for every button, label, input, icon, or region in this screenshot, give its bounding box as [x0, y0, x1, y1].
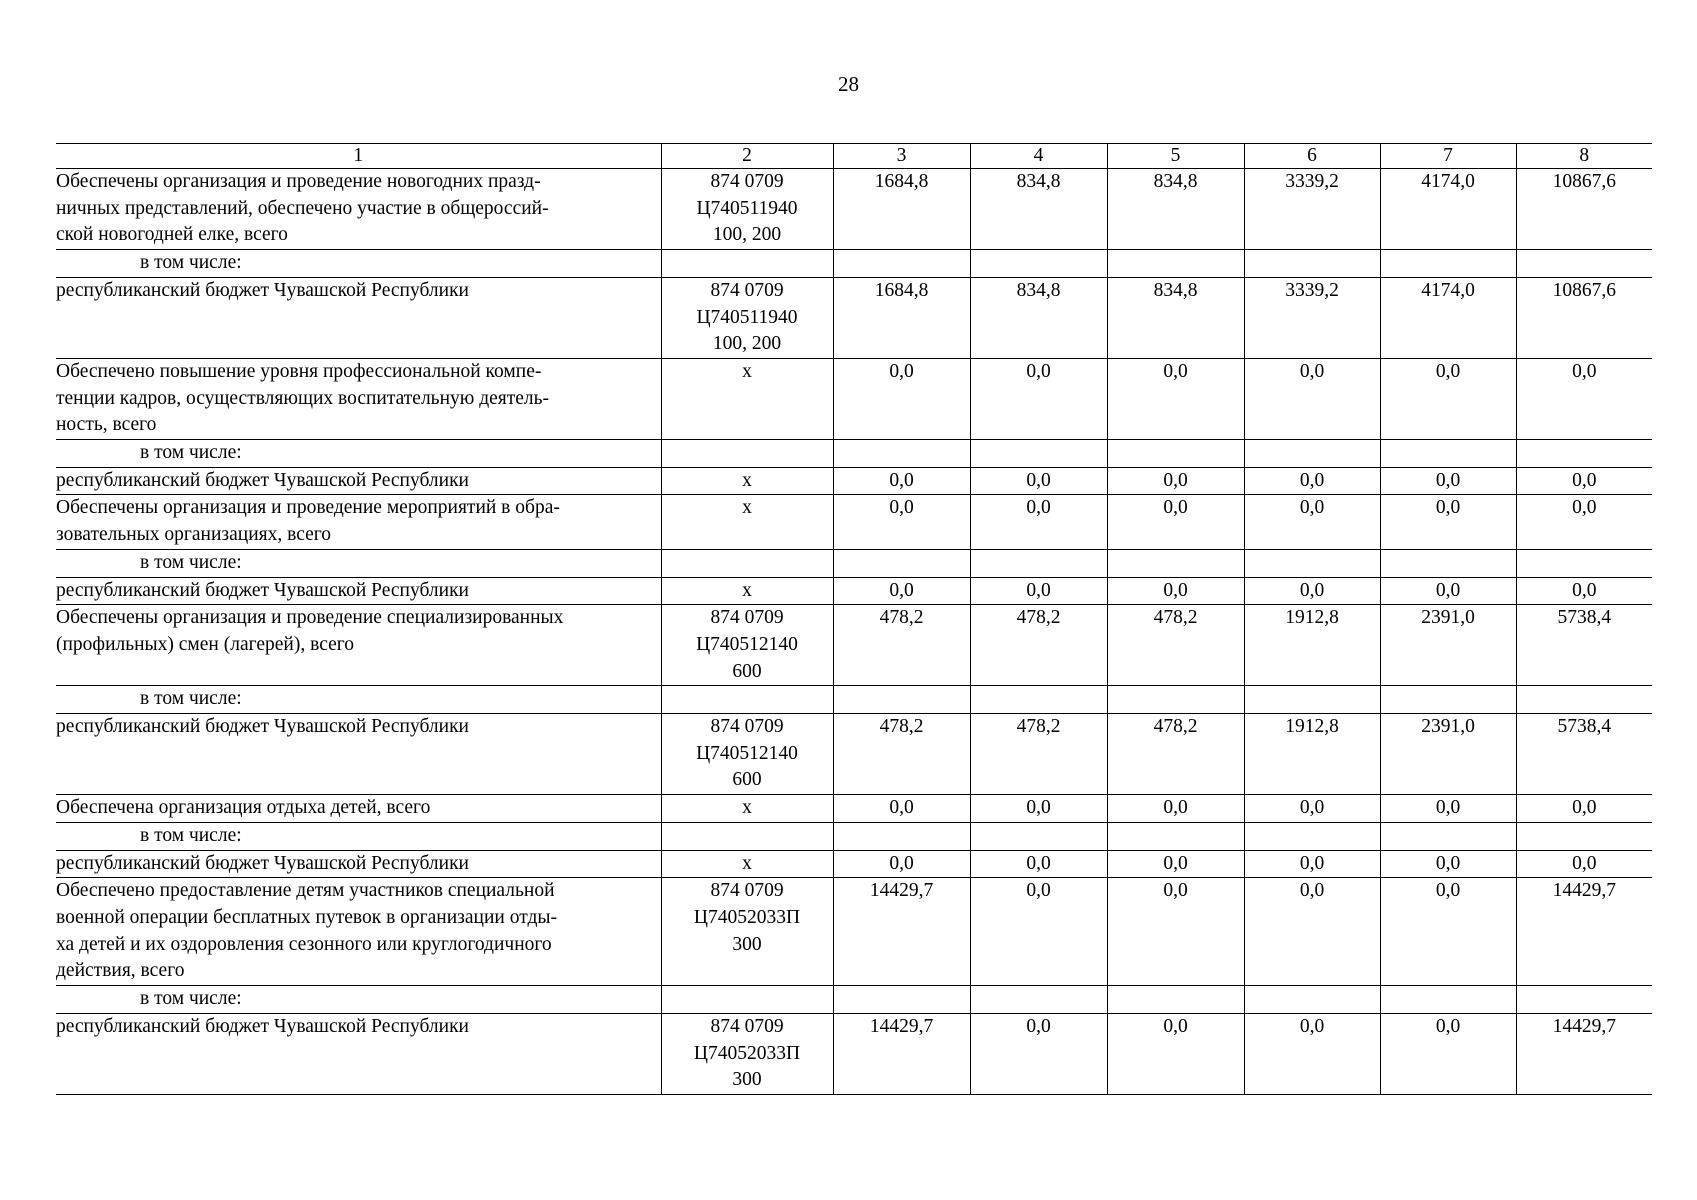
- value-cell: [833, 822, 970, 850]
- value-cell: [1244, 822, 1380, 850]
- code-line: Ц74052033П: [693, 1042, 801, 1064]
- code-line: х: [742, 797, 752, 819]
- code-line: 874 0709: [710, 880, 784, 902]
- value-cell: [1244, 986, 1380, 1014]
- value-cell: [1244, 440, 1380, 468]
- code-line: 100, 200: [712, 333, 782, 355]
- value-cell: 0,0: [1107, 467, 1244, 495]
- row-description: [56, 358, 661, 439]
- table-row-budget: [56, 467, 1652, 495]
- value-cell: [833, 440, 970, 468]
- budget-code: [661, 169, 833, 250]
- code-line: 874 0709: [710, 607, 784, 629]
- value-cell: 0,0: [970, 878, 1107, 986]
- description-line: тенции кадров, осуществляющих воспитательную деятель-: [56, 387, 550, 409]
- value-cell: [833, 549, 970, 577]
- value-cell: [1107, 822, 1244, 850]
- description-line: Обеспечено предоставление детям участников специальной: [56, 880, 555, 902]
- description-line: республиканский бюджет Чувашской Республики: [56, 852, 469, 874]
- column-number: 3: [833, 144, 970, 169]
- column-number: 2: [661, 144, 833, 169]
- column-number: 6: [1244, 144, 1380, 169]
- value-cell: 478,2: [833, 605, 970, 686]
- description-line: республиканский бюджет Чувашской Республики: [56, 1015, 469, 1037]
- value-cell: 834,8: [1107, 169, 1244, 250]
- row-description: [56, 467, 661, 495]
- value-cell: 14429,7: [1516, 878, 1652, 986]
- value-cell: [1107, 250, 1244, 278]
- column-number: 7: [1380, 144, 1516, 169]
- code-line: 874 0709: [710, 1015, 784, 1037]
- value-cell: 0,0: [1107, 878, 1244, 986]
- value-cell: 0,0: [970, 495, 1107, 549]
- value-cell: 834,8: [970, 169, 1107, 250]
- value-cell: 0,0: [1380, 1013, 1516, 1094]
- table-row-budget: [56, 714, 1652, 795]
- column-number-row: [56, 144, 1652, 169]
- code-line: 300: [732, 1069, 762, 1091]
- description-line: Обеспечены организация и проведение новогодних празд-: [56, 171, 541, 192]
- budget-code: [661, 605, 833, 686]
- row-description: [56, 577, 661, 605]
- value-cell: 0,0: [1516, 358, 1652, 439]
- table-row-item: [56, 495, 1652, 549]
- table-row-subheader: [56, 986, 1652, 1014]
- table-row-item: [56, 358, 1652, 439]
- row-description: [56, 169, 661, 250]
- row-description: [56, 605, 661, 686]
- column-number: 1: [56, 144, 661, 169]
- value-cell: [833, 686, 970, 714]
- table-row-subheader: [56, 686, 1652, 714]
- code-line: 874 0709: [710, 279, 784, 301]
- value-cell: 0,0: [1380, 577, 1516, 605]
- table-body: [56, 169, 1652, 1095]
- value-cell: 0,0: [1107, 850, 1244, 878]
- description-line: зовательных организациях, всего: [56, 524, 332, 546]
- description-line: (профильных) смен (лагерей), всего: [56, 633, 355, 655]
- budget-code: [661, 358, 833, 439]
- row-description: [56, 878, 661, 986]
- value-cell: 478,2: [1107, 714, 1244, 795]
- value-cell: 0,0: [970, 577, 1107, 605]
- value-cell: 0,0: [1516, 850, 1652, 878]
- value-cell: 14429,7: [1516, 1013, 1652, 1094]
- budget-code: [661, 686, 833, 714]
- value-cell: 0,0: [1380, 467, 1516, 495]
- value-cell: 0,0: [833, 358, 970, 439]
- description-line: республиканский бюджет Чувашской Республики: [56, 579, 469, 601]
- value-cell: 5738,4: [1516, 714, 1652, 795]
- row-description: [56, 822, 661, 850]
- table-row-budget: [56, 1013, 1652, 1094]
- table-row-subheader: [56, 822, 1652, 850]
- value-cell: 0,0: [1244, 1013, 1380, 1094]
- budget-code: [661, 495, 833, 549]
- budget-code: [661, 277, 833, 358]
- description-line: в том числе:: [140, 824, 242, 846]
- value-cell: 0,0: [1107, 1013, 1244, 1094]
- value-cell: [1380, 549, 1516, 577]
- value-cell: [1107, 686, 1244, 714]
- row-description: [56, 495, 661, 549]
- description-line: в том числе:: [140, 442, 242, 464]
- value-cell: 1912,8: [1244, 714, 1380, 795]
- budget-code: [661, 577, 833, 605]
- code-line: Ц740512140: [696, 742, 798, 764]
- value-cell: 0,0: [1380, 495, 1516, 549]
- description-line: действия, всего: [56, 960, 185, 982]
- value-cell: [970, 986, 1107, 1014]
- table-row-item: [56, 878, 1652, 986]
- value-cell: 0,0: [1244, 358, 1380, 439]
- value-cell: [1380, 986, 1516, 1014]
- table-row-subheader: [56, 440, 1652, 468]
- page-number: 28: [838, 72, 859, 96]
- row-description: [56, 250, 661, 278]
- value-cell: 0,0: [970, 850, 1107, 878]
- value-cell: [1516, 440, 1652, 468]
- table-row-item: [56, 169, 1652, 250]
- value-cell: [833, 986, 970, 1014]
- value-cell: [1244, 686, 1380, 714]
- row-description: [56, 549, 661, 577]
- column-number: 5: [1107, 144, 1244, 169]
- budget-code: [661, 822, 833, 850]
- value-cell: [1516, 822, 1652, 850]
- value-cell: 0,0: [1516, 795, 1652, 823]
- budget-code: [661, 986, 833, 1014]
- description-line: Обеспечено повышение уровня профессиональной компе-: [56, 360, 542, 382]
- value-cell: 0,0: [1244, 495, 1380, 549]
- value-cell: [970, 686, 1107, 714]
- budget-code: [661, 467, 833, 495]
- code-line: 300: [732, 933, 762, 955]
- description-line: республиканский бюджет Чувашской Республики: [56, 469, 469, 491]
- value-cell: [970, 549, 1107, 577]
- value-cell: 4174,0: [1380, 277, 1516, 358]
- description-line: ха детей и их оздоровления сезонного или круглогодичного: [56, 933, 552, 955]
- value-cell: 478,2: [970, 605, 1107, 686]
- value-cell: [1244, 549, 1380, 577]
- value-cell: 0,0: [1244, 795, 1380, 823]
- table-row-item: [56, 795, 1652, 823]
- value-cell: 0,0: [970, 1013, 1107, 1094]
- value-cell: 10867,6: [1516, 169, 1652, 250]
- value-cell: [833, 250, 970, 278]
- value-cell: 5738,4: [1516, 605, 1652, 686]
- value-cell: 2391,0: [1380, 714, 1516, 795]
- value-cell: 834,8: [970, 277, 1107, 358]
- description-line: республиканский бюджет Чувашской Республики: [56, 279, 469, 301]
- value-cell: 0,0: [1516, 467, 1652, 495]
- code-line: х: [742, 497, 752, 519]
- description-line: Обеспечены организация и проведение мероприятий в обра-: [56, 497, 560, 519]
- value-cell: 0,0: [1107, 577, 1244, 605]
- row-description: [56, 277, 661, 358]
- code-line: х: [742, 469, 752, 491]
- value-cell: 4174,0: [1380, 169, 1516, 250]
- code-line: х: [742, 852, 752, 874]
- value-cell: 14429,7: [833, 1013, 970, 1094]
- value-cell: 834,8: [1107, 277, 1244, 358]
- value-cell: [970, 822, 1107, 850]
- value-cell: [1516, 250, 1652, 278]
- row-description: [56, 714, 661, 795]
- description-line: в том числе:: [140, 551, 242, 573]
- value-cell: 0,0: [1380, 850, 1516, 878]
- value-cell: 0,0: [1380, 358, 1516, 439]
- code-line: 600: [732, 769, 762, 791]
- value-cell: 478,2: [1107, 605, 1244, 686]
- code-line: 874 0709: [710, 171, 784, 192]
- table-row-item: [56, 605, 1652, 686]
- description-line: ность, всего: [56, 414, 157, 436]
- value-cell: [970, 440, 1107, 468]
- row-description: [56, 986, 661, 1014]
- budget-code: [661, 440, 833, 468]
- table-row-budget: [56, 577, 1652, 605]
- value-cell: 0,0: [1107, 795, 1244, 823]
- budget-table: [56, 143, 1652, 1095]
- code-line: х: [742, 360, 752, 382]
- description-line: республиканский бюджет Чувашской Республики: [56, 716, 469, 738]
- value-cell: 0,0: [970, 358, 1107, 439]
- value-cell: 0,0: [1244, 467, 1380, 495]
- value-cell: [1380, 440, 1516, 468]
- description-line: в том числе:: [140, 688, 242, 710]
- value-cell: 0,0: [833, 495, 970, 549]
- value-cell: 1684,8: [833, 169, 970, 250]
- value-cell: 3339,2: [1244, 169, 1380, 250]
- value-cell: [1516, 549, 1652, 577]
- value-cell: 0,0: [970, 795, 1107, 823]
- code-line: Ц740511940: [696, 306, 798, 328]
- table-row-budget: [56, 277, 1652, 358]
- value-cell: 478,2: [833, 714, 970, 795]
- value-cell: 1684,8: [833, 277, 970, 358]
- value-cell: [1380, 822, 1516, 850]
- code-line: х: [742, 579, 752, 601]
- row-description: [56, 850, 661, 878]
- table-row-budget: [56, 850, 1652, 878]
- code-line: 600: [732, 660, 762, 682]
- table-row-subheader: [56, 250, 1652, 278]
- code-line: Ц740512140: [696, 633, 798, 655]
- budget-code: [661, 850, 833, 878]
- value-cell: 0,0: [1107, 358, 1244, 439]
- description-line: Обеспечены организация и проведение специализированных: [56, 607, 564, 629]
- value-cell: [1380, 250, 1516, 278]
- value-cell: 0,0: [1244, 850, 1380, 878]
- value-cell: 0,0: [1244, 878, 1380, 986]
- code-line: 100, 200: [712, 224, 782, 246]
- value-cell: 0,0: [1107, 495, 1244, 549]
- column-number: 4: [970, 144, 1107, 169]
- value-cell: 10867,6: [1516, 277, 1652, 358]
- value-cell: [1516, 986, 1652, 1014]
- value-cell: 0,0: [1380, 795, 1516, 823]
- row-description: [56, 1013, 661, 1094]
- budget-code: [661, 1013, 833, 1094]
- code-line: Ц740511940: [696, 197, 798, 219]
- budget-code: [661, 549, 833, 577]
- value-cell: 1912,8: [1244, 605, 1380, 686]
- value-cell: 3339,2: [1244, 277, 1380, 358]
- description-line: военной операции бесплатных путевок в организации отды-: [56, 906, 557, 928]
- description-line: Обеспечена организация отдыха детей, всего: [56, 797, 431, 819]
- value-cell: 0,0: [1244, 577, 1380, 605]
- budget-code: [661, 714, 833, 795]
- description-line: ничных представлений, обеспечено участие в общероссий-: [56, 197, 549, 219]
- value-cell: 0,0: [833, 577, 970, 605]
- row-description: [56, 440, 661, 468]
- value-cell: [1107, 549, 1244, 577]
- value-cell: 0,0: [833, 467, 970, 495]
- value-cell: 0,0: [833, 850, 970, 878]
- value-cell: 478,2: [970, 714, 1107, 795]
- value-cell: 0,0: [1516, 577, 1652, 605]
- description-line: ской новогодней елке, всего: [56, 224, 288, 246]
- description-line: в том числе:: [140, 988, 242, 1010]
- column-number: 8: [1516, 144, 1652, 169]
- value-cell: [1516, 686, 1652, 714]
- value-cell: 0,0: [1380, 878, 1516, 986]
- value-cell: 0,0: [833, 795, 970, 823]
- value-cell: 0,0: [1516, 495, 1652, 549]
- value-cell: [1244, 250, 1380, 278]
- description-line: в том числе:: [140, 252, 242, 274]
- value-cell: 2391,0: [1380, 605, 1516, 686]
- budget-code: [661, 250, 833, 278]
- value-cell: [1107, 986, 1244, 1014]
- budget-code: [661, 878, 833, 986]
- code-line: 874 0709: [710, 716, 784, 738]
- code-line: Ц74052033П: [693, 906, 801, 928]
- value-cell: [1380, 686, 1516, 714]
- table-row-subheader: [56, 549, 1652, 577]
- budget-code: [661, 795, 833, 823]
- value-cell: [970, 250, 1107, 278]
- row-description: [56, 795, 661, 823]
- value-cell: 14429,7: [833, 878, 970, 986]
- row-description: [56, 686, 661, 714]
- value-cell: 0,0: [970, 467, 1107, 495]
- value-cell: [1107, 440, 1244, 468]
